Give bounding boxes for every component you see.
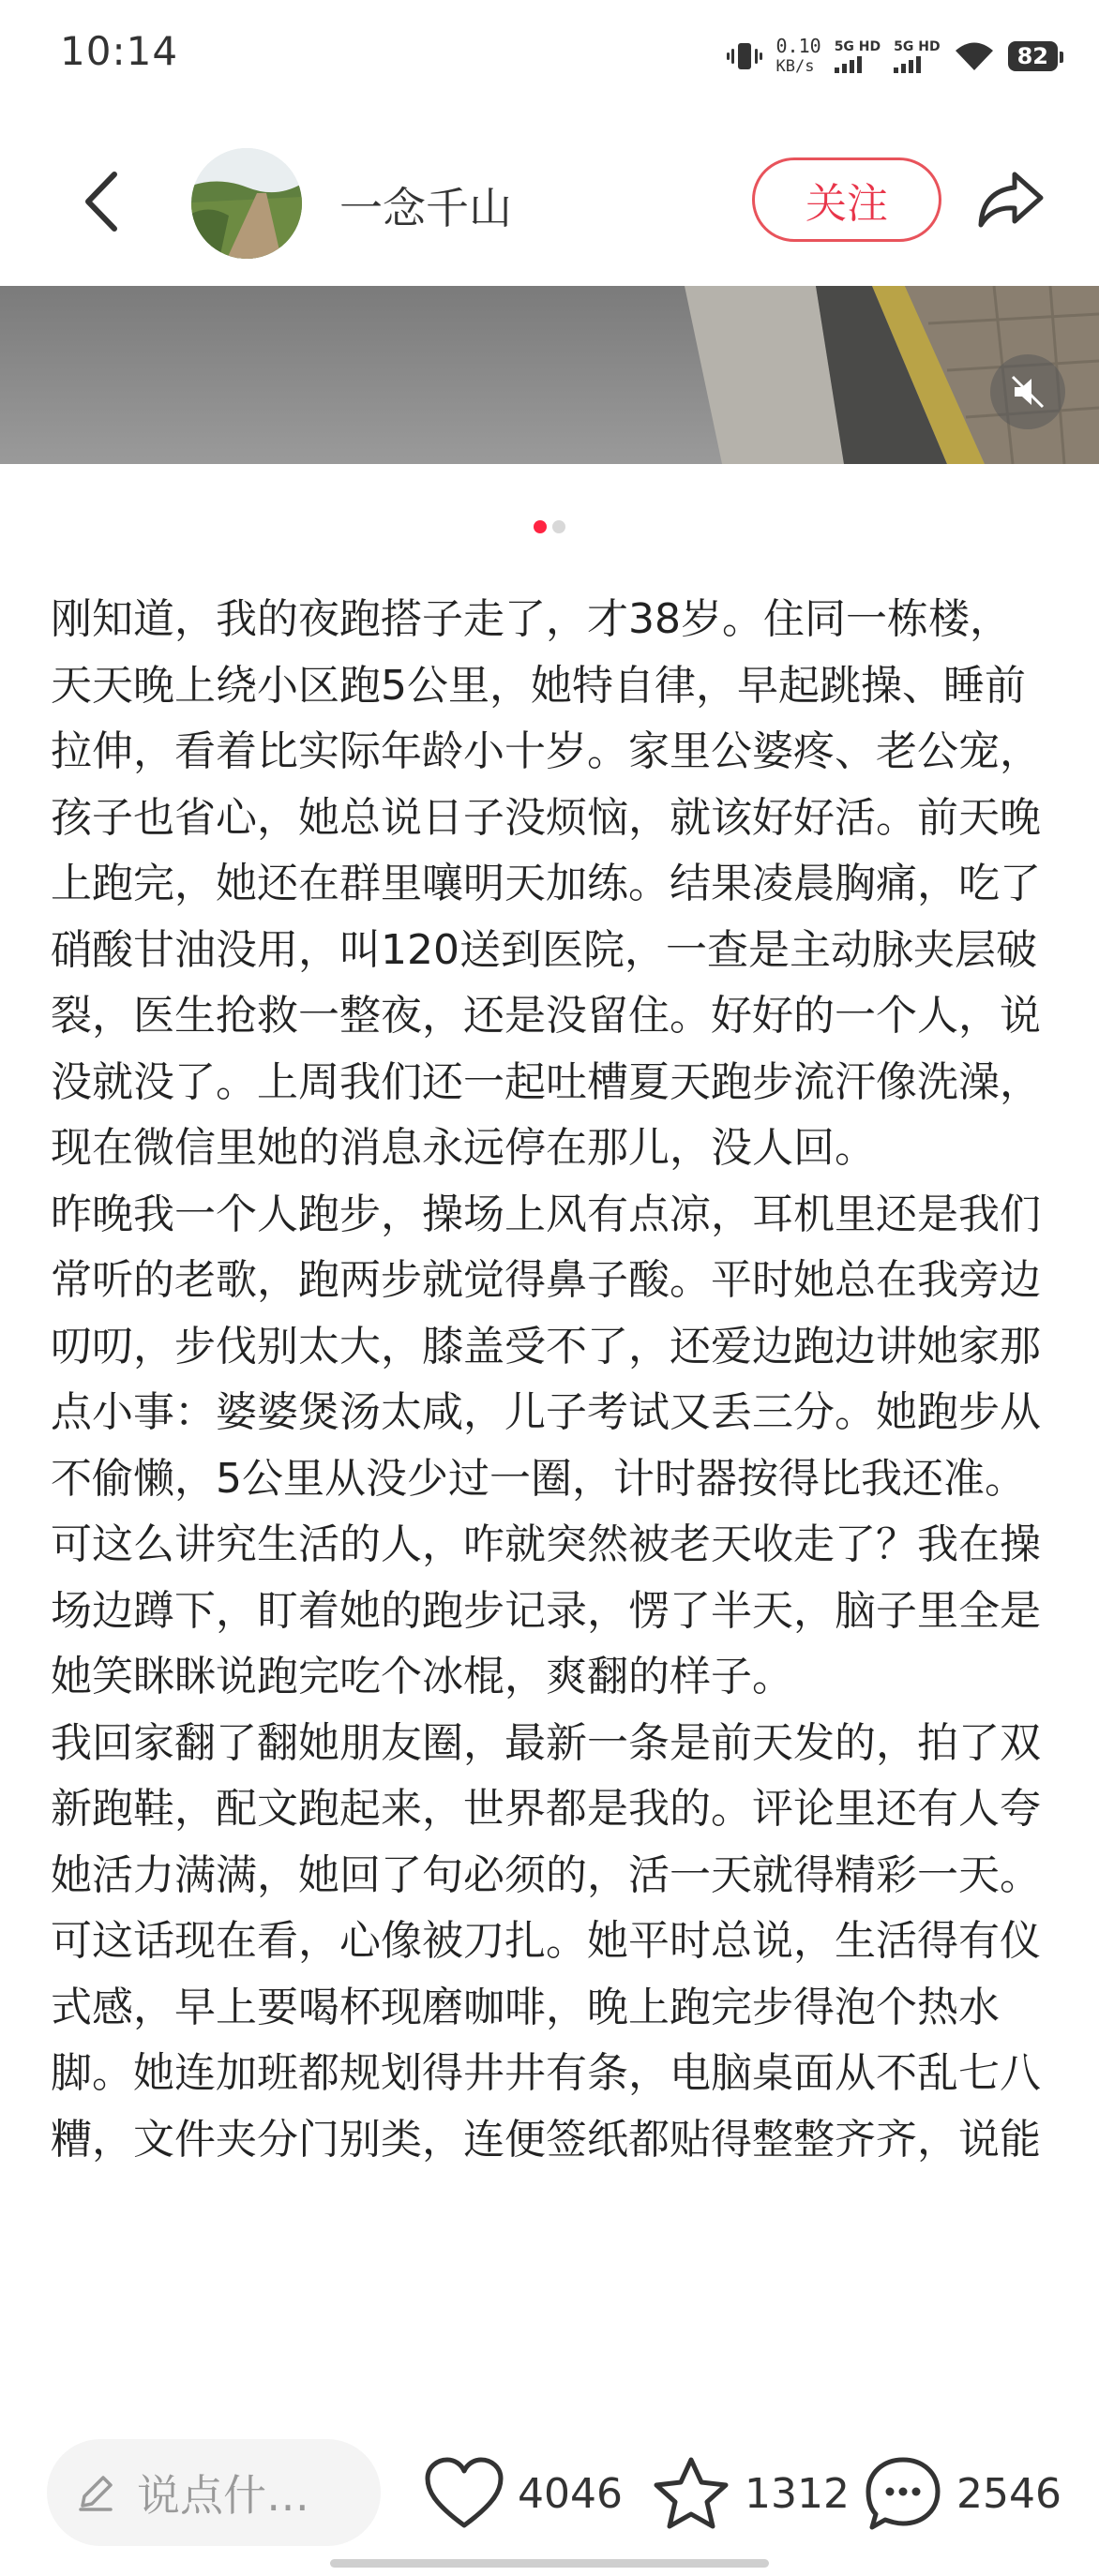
sim2-label: 5G HD bbox=[894, 39, 941, 54]
paragraph: 我回家翻了翻她朋友圈，最新一条是前天发的，拍了双新跑鞋，配文跑起来，世界都是我的。评论里还有人夸她活力满满，她回了句必须的，活一天就得精彩一天。可这话现在看，心像被刀扎。她平时总说，生活得有仪式感，早上要喝杯现磨咖啡，晚上跑完步得泡个热水脚。她连加班都规划得井井有条，电脑桌面从不乱七八糟，文件夹分门别类，连便签纸都贴得整整齐齐，说能 bbox=[51, 1718, 1041, 2164]
comment-placeholder: 说点什… bbox=[137, 2470, 309, 2521]
follow-button[interactable]: 关注 bbox=[752, 157, 941, 242]
heart-icon bbox=[424, 2456, 504, 2531]
collect-button[interactable] bbox=[651, 2447, 850, 2540]
post-header bbox=[0, 141, 1099, 262]
like-button[interactable] bbox=[424, 2447, 623, 2540]
comment-count: 2546 bbox=[956, 2469, 1061, 2518]
signal-icon bbox=[835, 39, 881, 73]
carousel-indicator bbox=[0, 520, 1099, 533]
comment-input[interactable] bbox=[47, 2439, 381, 2546]
post-image[interactable] bbox=[0, 286, 1099, 464]
sim1-label: 5G HD bbox=[834, 39, 881, 54]
like-count: 4046 bbox=[518, 2469, 623, 2518]
back-icon[interactable] bbox=[75, 169, 131, 234]
post-content bbox=[51, 587, 1050, 2405]
paragraph: 昨晚我一个人跑步，操场上风有点凉，耳机里还是我们常听的老歌，跑两步就觉得鼻子酸。平时她总在我旁边叨叨，步伐别太大，膝盖受不了，还爱边跑边讲她家那点小事：婆婆煲汤太咸，儿子考试又丢三分。她跑步从不偷懒，5公里从没少过一圈，计时器按得比我还准。可这么讲究生活的人，咋就突然被老天收走了？我在操场边蹲下，盯着她的跑步记录，愣了半天，脑子里全是她笑眯眯说跑完吃个冰棍，爽翻的样子。 bbox=[51, 1190, 1041, 1700]
collect-count: 1312 bbox=[745, 2469, 850, 2518]
comment-button[interactable] bbox=[863, 2447, 1061, 2540]
net-speed-value: 0.10 bbox=[775, 35, 821, 57]
star-icon bbox=[651, 2454, 731, 2533]
bottom-action-bar bbox=[0, 2419, 1099, 2576]
mute-icon[interactable] bbox=[990, 354, 1065, 429]
carousel-dot bbox=[552, 520, 565, 533]
share-icon[interactable] bbox=[975, 167, 1046, 232]
home-indicator[interactable] bbox=[330, 2559, 769, 2568]
pencil-icon bbox=[75, 2472, 116, 2513]
avatar[interactable] bbox=[191, 148, 302, 259]
paragraph: 刚知道，我的夜跑搭子走了，才38岁。住同一栋楼，天天晚上绕小区跑5公里，她特自律，早起跳操、睡前拉伸，看着比实际年龄小十岁。家里公婆疼、老公宠，孩子也省心，她总说日子没烦恼，就该好好活。前天晚上跑完，她还在群里嚷明天加练。结果凌晨胸痛，吃了硝酸甘油没用，叫120送到医院，一查是主动脉夹层破裂，医生抢救一整夜，还是没留住。好好的一个人，说没就没了。上周我们还一起吐槽夏天跑步流汗像洗澡，现在微信里她的消息永远停在那儿，没人回。 bbox=[51, 595, 1041, 1172]
signal-icon bbox=[894, 39, 940, 73]
status-time: 10:14 bbox=[60, 28, 179, 74]
status-icons bbox=[726, 28, 1058, 84]
net-speed-unit: KB/s bbox=[775, 57, 815, 76]
battery-icon: 82 bbox=[1008, 41, 1058, 71]
net-speed bbox=[776, 36, 821, 77]
author-name[interactable]: 一念千山 bbox=[339, 183, 512, 233]
vibrate-icon bbox=[726, 40, 763, 72]
carousel-dot-active bbox=[534, 520, 547, 533]
wifi-icon bbox=[954, 40, 995, 72]
comment-icon bbox=[863, 2454, 943, 2533]
content-fade bbox=[0, 2381, 1099, 2419]
status-bar bbox=[0, 0, 1099, 105]
